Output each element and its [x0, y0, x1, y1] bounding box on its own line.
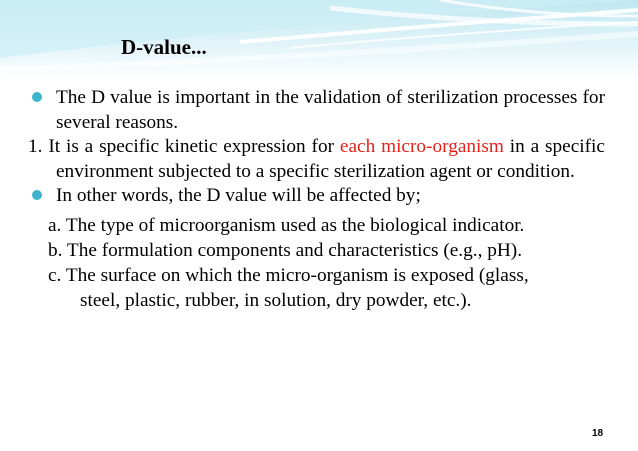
highlight-text: each micro-organism	[339, 136, 504, 157]
page-number: 18	[592, 428, 604, 439]
bullet-text-2: In other words, the D value will be affected by;	[56, 185, 421, 206]
bullet-icon	[32, 190, 42, 200]
sub-item-c-continuation: steel, plastic, rubber, in solution, dry powder, etc.).	[80, 289, 472, 311]
header-banner-decoration	[0, 0, 638, 80]
bullet-item-2	[30, 184, 605, 209]
bullet-text-1: The D value is important in the validation of sterilization processes for several reasons.	[56, 87, 605, 133]
sub-list	[30, 213, 605, 313]
sub-item-b: b. The formulation components and characteristics (e.g., pH).	[48, 239, 523, 261]
sub-item-a: a. The type of microorganism used as the biological indicator.	[48, 214, 525, 236]
bullet-item-1	[30, 86, 605, 135]
sub-item-c: c. The surface on which the micro-organism is exposed (glass,	[48, 264, 529, 286]
slide-title: D-value...	[121, 35, 207, 59]
bullet-icon	[32, 92, 42, 102]
slide-body	[30, 86, 605, 313]
numbered-item-prefix: 1. It is a specific kinetic expression for	[28, 136, 335, 157]
numbered-item-1	[30, 135, 605, 184]
numbered-item-suffix: in a specific environment subjected to a specific sterilization agent or condition.	[56, 136, 605, 182]
